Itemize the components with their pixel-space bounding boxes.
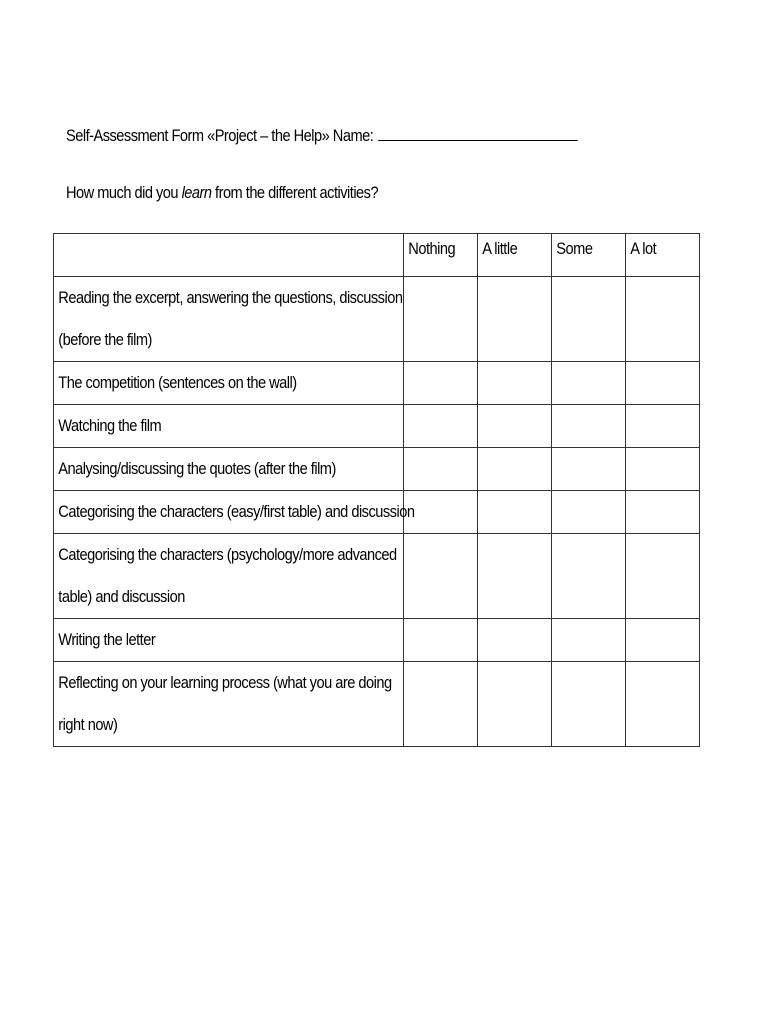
activity-cell: Categorising the characters (easy/first table) and discussion [54, 491, 404, 534]
question-suffix: from the different activities? [211, 183, 379, 202]
rating-cell-some[interactable] [551, 362, 625, 405]
table-row [54, 448, 700, 491]
rating-cell-nothing[interactable] [403, 405, 477, 448]
rating-cell-a-little[interactable] [477, 277, 551, 362]
activity-cell: The competition (sentences on the wall) [54, 362, 404, 405]
rating-cell-a-lot[interactable] [625, 362, 699, 405]
rating-cell-some[interactable] [551, 277, 625, 362]
rating-cell-nothing[interactable] [403, 277, 477, 362]
rating-cell-some[interactable] [551, 491, 625, 534]
table-row [54, 491, 700, 534]
rating-cell-a-lot[interactable] [625, 405, 699, 448]
table-header-row [54, 234, 700, 277]
table-row [54, 362, 700, 405]
rating-cell-a-little[interactable] [477, 662, 551, 747]
table-row [54, 662, 700, 747]
rating-cell-a-little[interactable] [477, 448, 551, 491]
activity-cell: Reading the excerpt, answering the questions, discussion (before the film) [54, 277, 404, 362]
header-a-little: A little [477, 234, 551, 277]
rating-cell-a-lot[interactable] [625, 277, 699, 362]
activity-cell: Categorising the characters (psychology/more advanced table) and discussion [54, 534, 404, 619]
rating-cell-a-little[interactable] [477, 619, 551, 662]
table-row [54, 277, 700, 362]
question-text [66, 183, 378, 203]
header-empty-cell [54, 234, 404, 277]
header-some: Some [551, 234, 625, 277]
rating-cell-a-lot[interactable] [625, 491, 699, 534]
question-emphasis: learn [181, 183, 212, 202]
rating-cell-nothing[interactable] [403, 662, 477, 747]
rating-cell-some[interactable] [551, 619, 625, 662]
rating-cell-a-little[interactable] [477, 405, 551, 448]
name-field-blank[interactable] [379, 126, 579, 141]
rating-cell-some[interactable] [551, 448, 625, 491]
activity-cell: Watching the film [54, 405, 404, 448]
rating-cell-nothing[interactable] [403, 534, 477, 619]
header-nothing: Nothing [403, 234, 477, 277]
activity-cell: Analysing/discussing the quotes (after the film) [54, 448, 404, 491]
rating-cell-nothing[interactable] [403, 362, 477, 405]
rating-cell-a-lot[interactable] [625, 662, 699, 747]
form-title-line [66, 126, 578, 146]
rating-cell-nothing[interactable] [403, 619, 477, 662]
header-a-lot: A lot [625, 234, 699, 277]
rating-cell-a-lot[interactable] [625, 534, 699, 619]
activity-cell: Writing the letter [54, 619, 404, 662]
question-prefix: How much did you [66, 183, 182, 202]
rating-cell-a-lot[interactable] [625, 448, 699, 491]
table-row [54, 405, 700, 448]
rating-cell-a-little[interactable] [477, 491, 551, 534]
assessment-table [53, 233, 700, 747]
table-row [54, 534, 700, 619]
rating-cell-a-little[interactable] [477, 362, 551, 405]
table-row [54, 619, 700, 662]
rating-cell-nothing[interactable] [403, 448, 477, 491]
rating-cell-a-lot[interactable] [625, 619, 699, 662]
form-title: Self-Assessment Form «Project – the Help» Name: [66, 126, 374, 145]
activity-cell: Reflecting on your learning process (what you are doing right now) [54, 662, 404, 747]
rating-cell-a-little[interactable] [477, 534, 551, 619]
rating-cell-some[interactable] [551, 405, 625, 448]
rating-cell-some[interactable] [551, 662, 625, 747]
rating-cell-some[interactable] [551, 534, 625, 619]
